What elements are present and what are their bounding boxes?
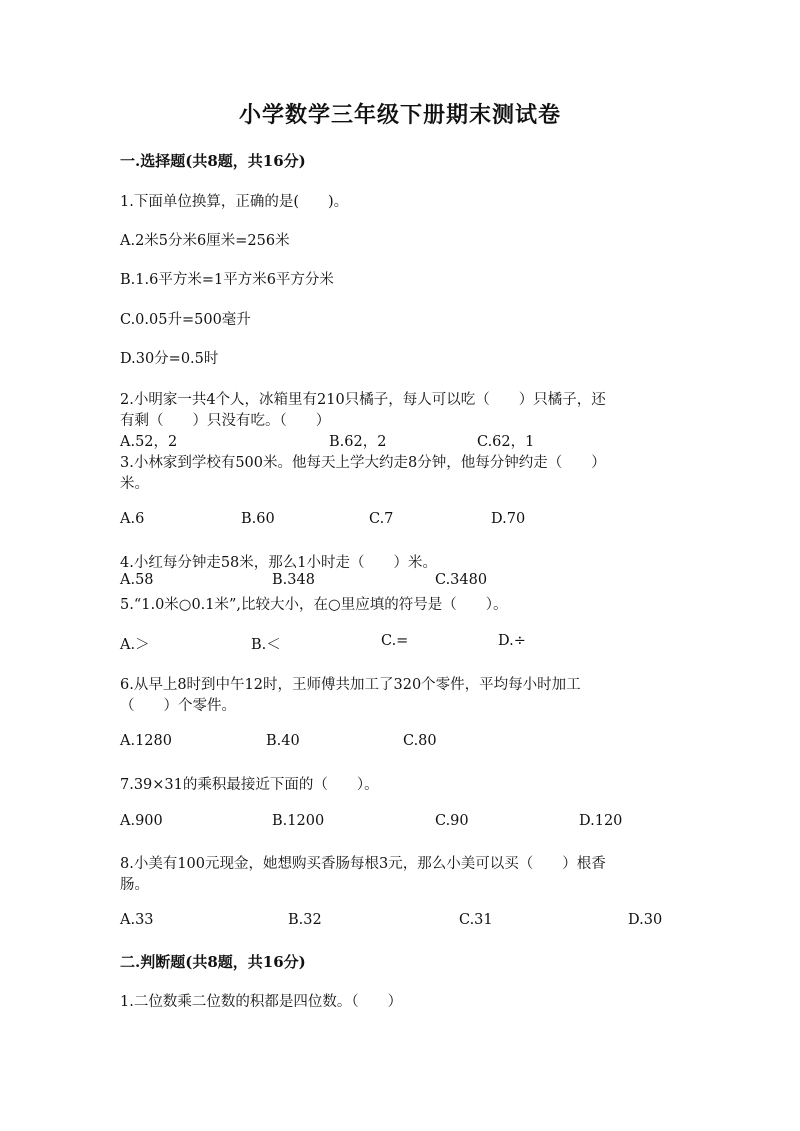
question-8-option-a: A.33 bbox=[120, 912, 154, 928]
question-4-option-a: A.58 bbox=[120, 572, 154, 588]
judgement-question-1-stem: 1.二位数乘二位数的积都是四位数。（ ） bbox=[120, 994, 403, 1010]
question-1-stem: 1.下面单位换算，正确的是( )。 bbox=[120, 194, 349, 210]
question-3-option-b: B.60 bbox=[241, 511, 275, 527]
question-5-option-b: B.＜ bbox=[251, 637, 281, 653]
question-5-option-d: D.÷ bbox=[498, 633, 526, 649]
page-title: 小学数学三年级下册期末测试卷 bbox=[238, 102, 561, 128]
question-4-stem: 4.小红每分钟走58米，那么1小时走（ ）米。 bbox=[120, 555, 438, 571]
question-1-option-a: A.2米5分米6厘米=256米 bbox=[120, 233, 290, 249]
question-7-stem: 7.39×31的乘积最接近下面的（ ）。 bbox=[120, 777, 379, 793]
question-7-option-d: D.120 bbox=[579, 813, 623, 829]
section-heading-choice: 一.选择题(共8题，共16分) bbox=[120, 152, 306, 170]
question-4-option-b: B.348 bbox=[272, 572, 315, 588]
question-6-option-a: A.1280 bbox=[120, 733, 172, 749]
question-8-stem-line2: 肠。 bbox=[120, 877, 149, 893]
question-1-option-d: D.30分=0.5时 bbox=[120, 351, 219, 367]
question-2-option-b: B.62，2 bbox=[329, 434, 387, 450]
question-1-option-c: C.0.05升=500毫升 bbox=[120, 312, 251, 328]
question-8-option-d: D.30 bbox=[628, 912, 663, 928]
question-8-stem-line1: 8.小美有100元现金，她想购买香肠每根3元，那么小美可以买（ ）根香 bbox=[120, 856, 606, 872]
question-3-stem-line2: 米。 bbox=[120, 476, 149, 492]
question-5-stem: 5.“1.0米○0.1米”,比较大小，在○里应填的符号是（ ）。 bbox=[120, 597, 508, 613]
question-3-option-d: D.70 bbox=[491, 511, 526, 527]
question-6-option-b: B.40 bbox=[266, 733, 300, 749]
question-2-stem-line2: 有剩（ ）只没有吃。（ ） bbox=[120, 413, 331, 429]
question-2-stem-line1: 2.小明家一共4个人，冰箱里有210只橘子，每人可以吃（ ）只橘子，还 bbox=[120, 392, 606, 408]
question-8-option-b: B.32 bbox=[288, 912, 322, 928]
question-8-option-c: C.31 bbox=[459, 912, 493, 928]
section-heading-judgement: 二.判断题(共8题，共16分) bbox=[120, 953, 306, 971]
question-1-option-b: B.1.6平方米=1平方米6平方分米 bbox=[120, 272, 334, 288]
question-7-option-b: B.1200 bbox=[272, 813, 325, 829]
question-6-stem-line2: （ ）个零件。 bbox=[120, 698, 236, 714]
question-2-option-c: C.62，1 bbox=[477, 434, 535, 450]
question-6-option-c: C.80 bbox=[403, 733, 437, 749]
question-5-option-c: C.= bbox=[381, 633, 409, 649]
question-4-option-c: C.3480 bbox=[435, 572, 488, 588]
question-7-option-a: A.900 bbox=[120, 813, 163, 829]
question-3-option-a: A.6 bbox=[120, 511, 145, 527]
question-5-option-a: A.＞ bbox=[120, 637, 150, 653]
question-7-option-c: C.90 bbox=[435, 813, 469, 829]
question-2-option-a: A.52，2 bbox=[120, 434, 178, 450]
question-3-option-c: C.7 bbox=[369, 511, 394, 527]
question-6-stem-line1: 6.从早上8时到中午12时，王师傅共加工了320个零件，平均每小时加工 bbox=[120, 677, 581, 693]
question-3-stem-line1: 3.小林家到学校有500米。他每天上学大约走8分钟，他每分钟约走（ ） bbox=[120, 455, 606, 471]
